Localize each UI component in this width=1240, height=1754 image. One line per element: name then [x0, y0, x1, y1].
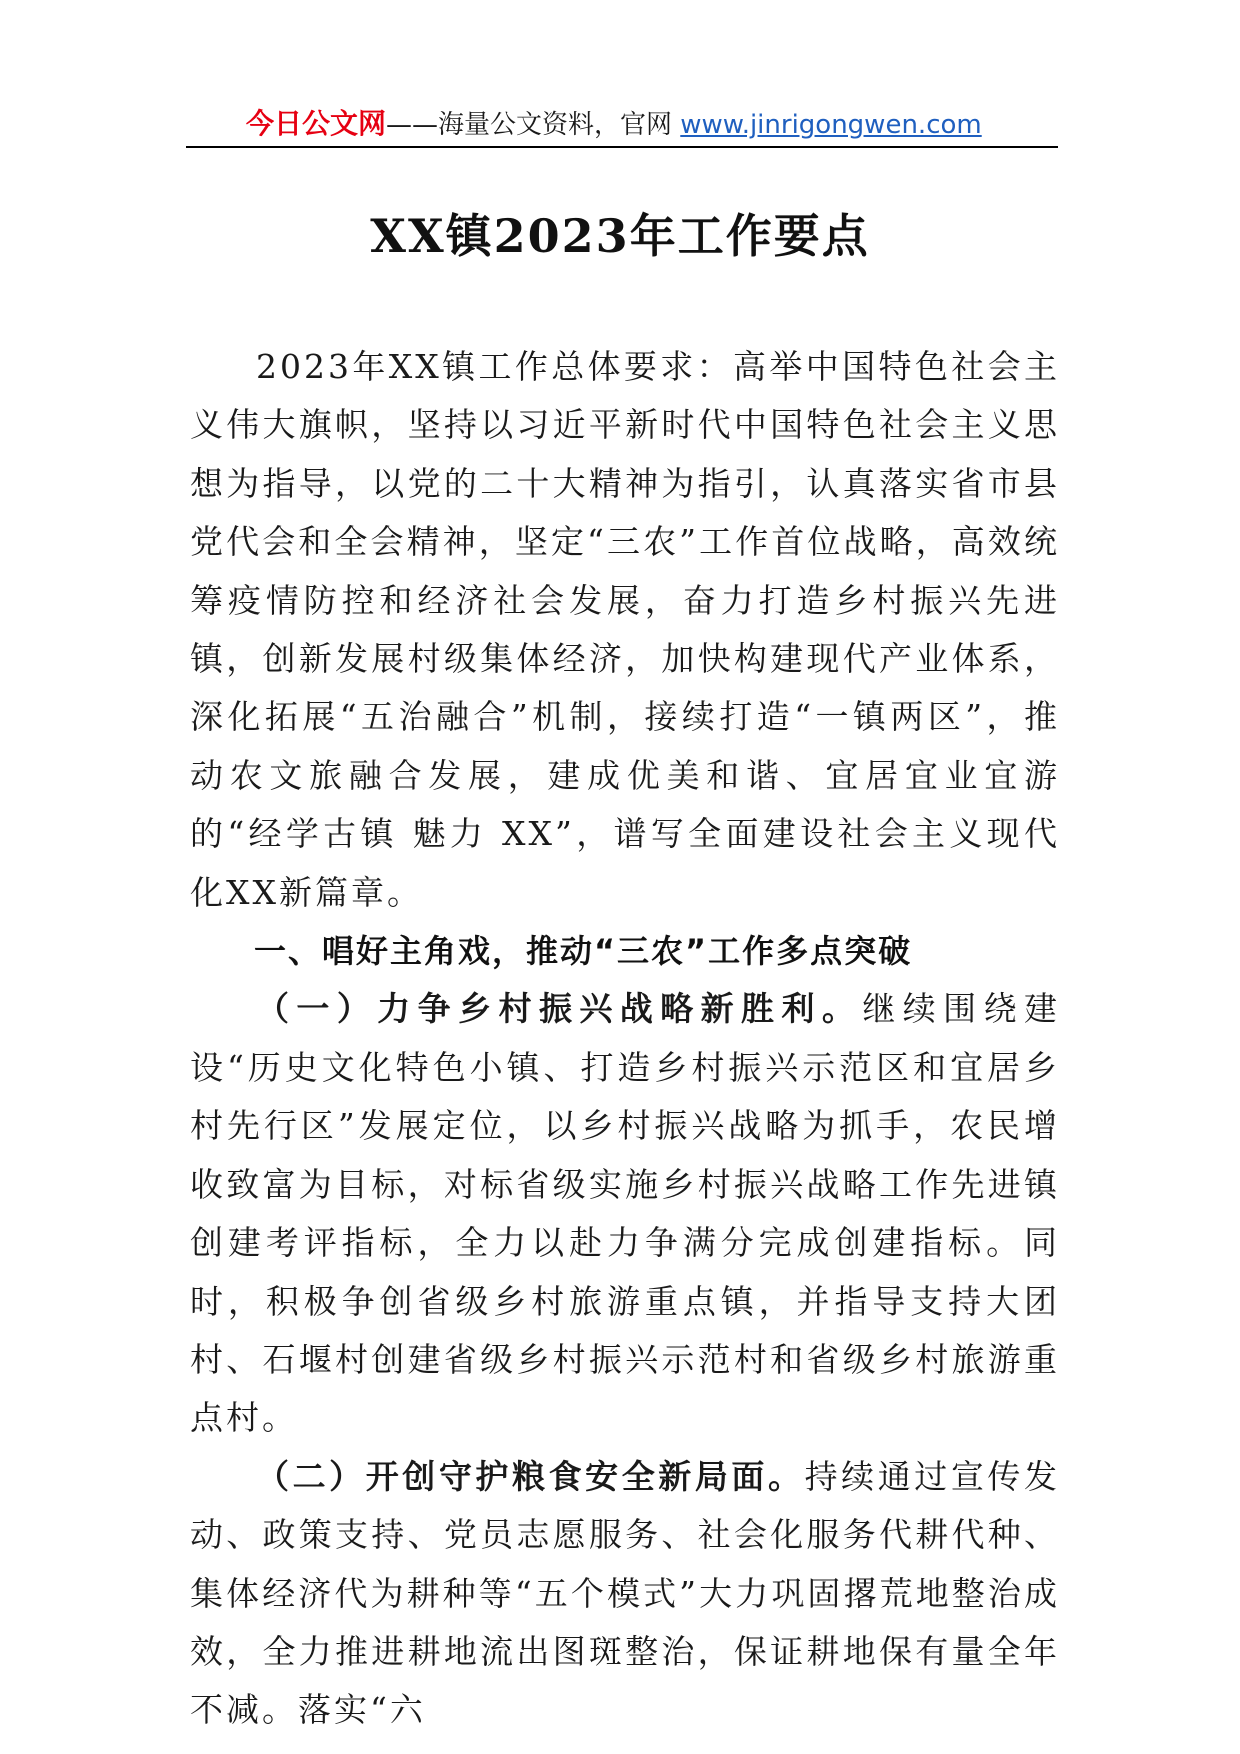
- header-tagline: ——海量公文资料，官网: [386, 110, 681, 140]
- item-2-lead: （二）开创守护粮食安全新局面。: [256, 1456, 805, 1496]
- section-heading: 一、唱好主角戏，推动“三农”工作多点突破: [254, 932, 913, 971]
- intro-paragraph: 2023年XX镇工作总体要求：高举中国特色社会主义伟大旗帜，坚持以习近平新时代中国特色社会主义思想为指导，以党的二十大精神为指引，认真落实省市县党代会和全会精神，坚定“三农”工作首位战略，高效统筹疫情防控和经济社会发展，奋力打造乡村振兴先进镇，创新发展村级集体经济，加快构建现代产业体系，深化拓展“五治融合”机制，接续打造“一镇两区”，推动农文旅融合发展，建成优美和谐、宜居宜业宜游的“经学古镇 魅力 XX”，谱写全面建设社会主义现代化XX新篇章。: [190, 347, 1060, 912]
- header-divider: [186, 146, 1058, 148]
- page-header: [186, 104, 1058, 148]
- item-paragraph-2: [190, 1448, 1060, 1740]
- item-2-body: 持续通过宣传发动、政策支持、党员志愿服务、社会化服务代耕代种、集体经济代为耕种等“五个模式”大力巩固撂荒地整治成效，全力推进耕地流出图斑整治，保证耕地保有量全年不减。落实“六: [190, 1456, 1061, 1730]
- document-body: [190, 338, 1060, 1740]
- header-text: [246, 108, 982, 141]
- item-1-body: 继续围绕建设“历史文化特色小镇、打造乡村振兴示范区和宜居乡村先行区”发展定位，以乡村振兴战略为抓手，农民增收致富为目标，对标省级实施乡村振兴战略工作先进镇创建考评指标，全力以赴力争满分完成创建指标。同时，积极争创省级乡村旅游重点镇，并指导支持大团村、石堰村创建省级乡村振兴示范村和省级乡村旅游重点村。: [190, 989, 1061, 1438]
- website-link[interactable]: www.jinrigongwen.com: [680, 110, 982, 140]
- brand-logo-text[interactable]: 今日公文网: [246, 107, 387, 140]
- document-title: XX镇2023年工作要点: [370, 209, 870, 263]
- item-paragraph-1: [190, 980, 1060, 1447]
- item-1-lead: （一）力争乡村振兴战略新胜利。: [256, 989, 863, 1029]
